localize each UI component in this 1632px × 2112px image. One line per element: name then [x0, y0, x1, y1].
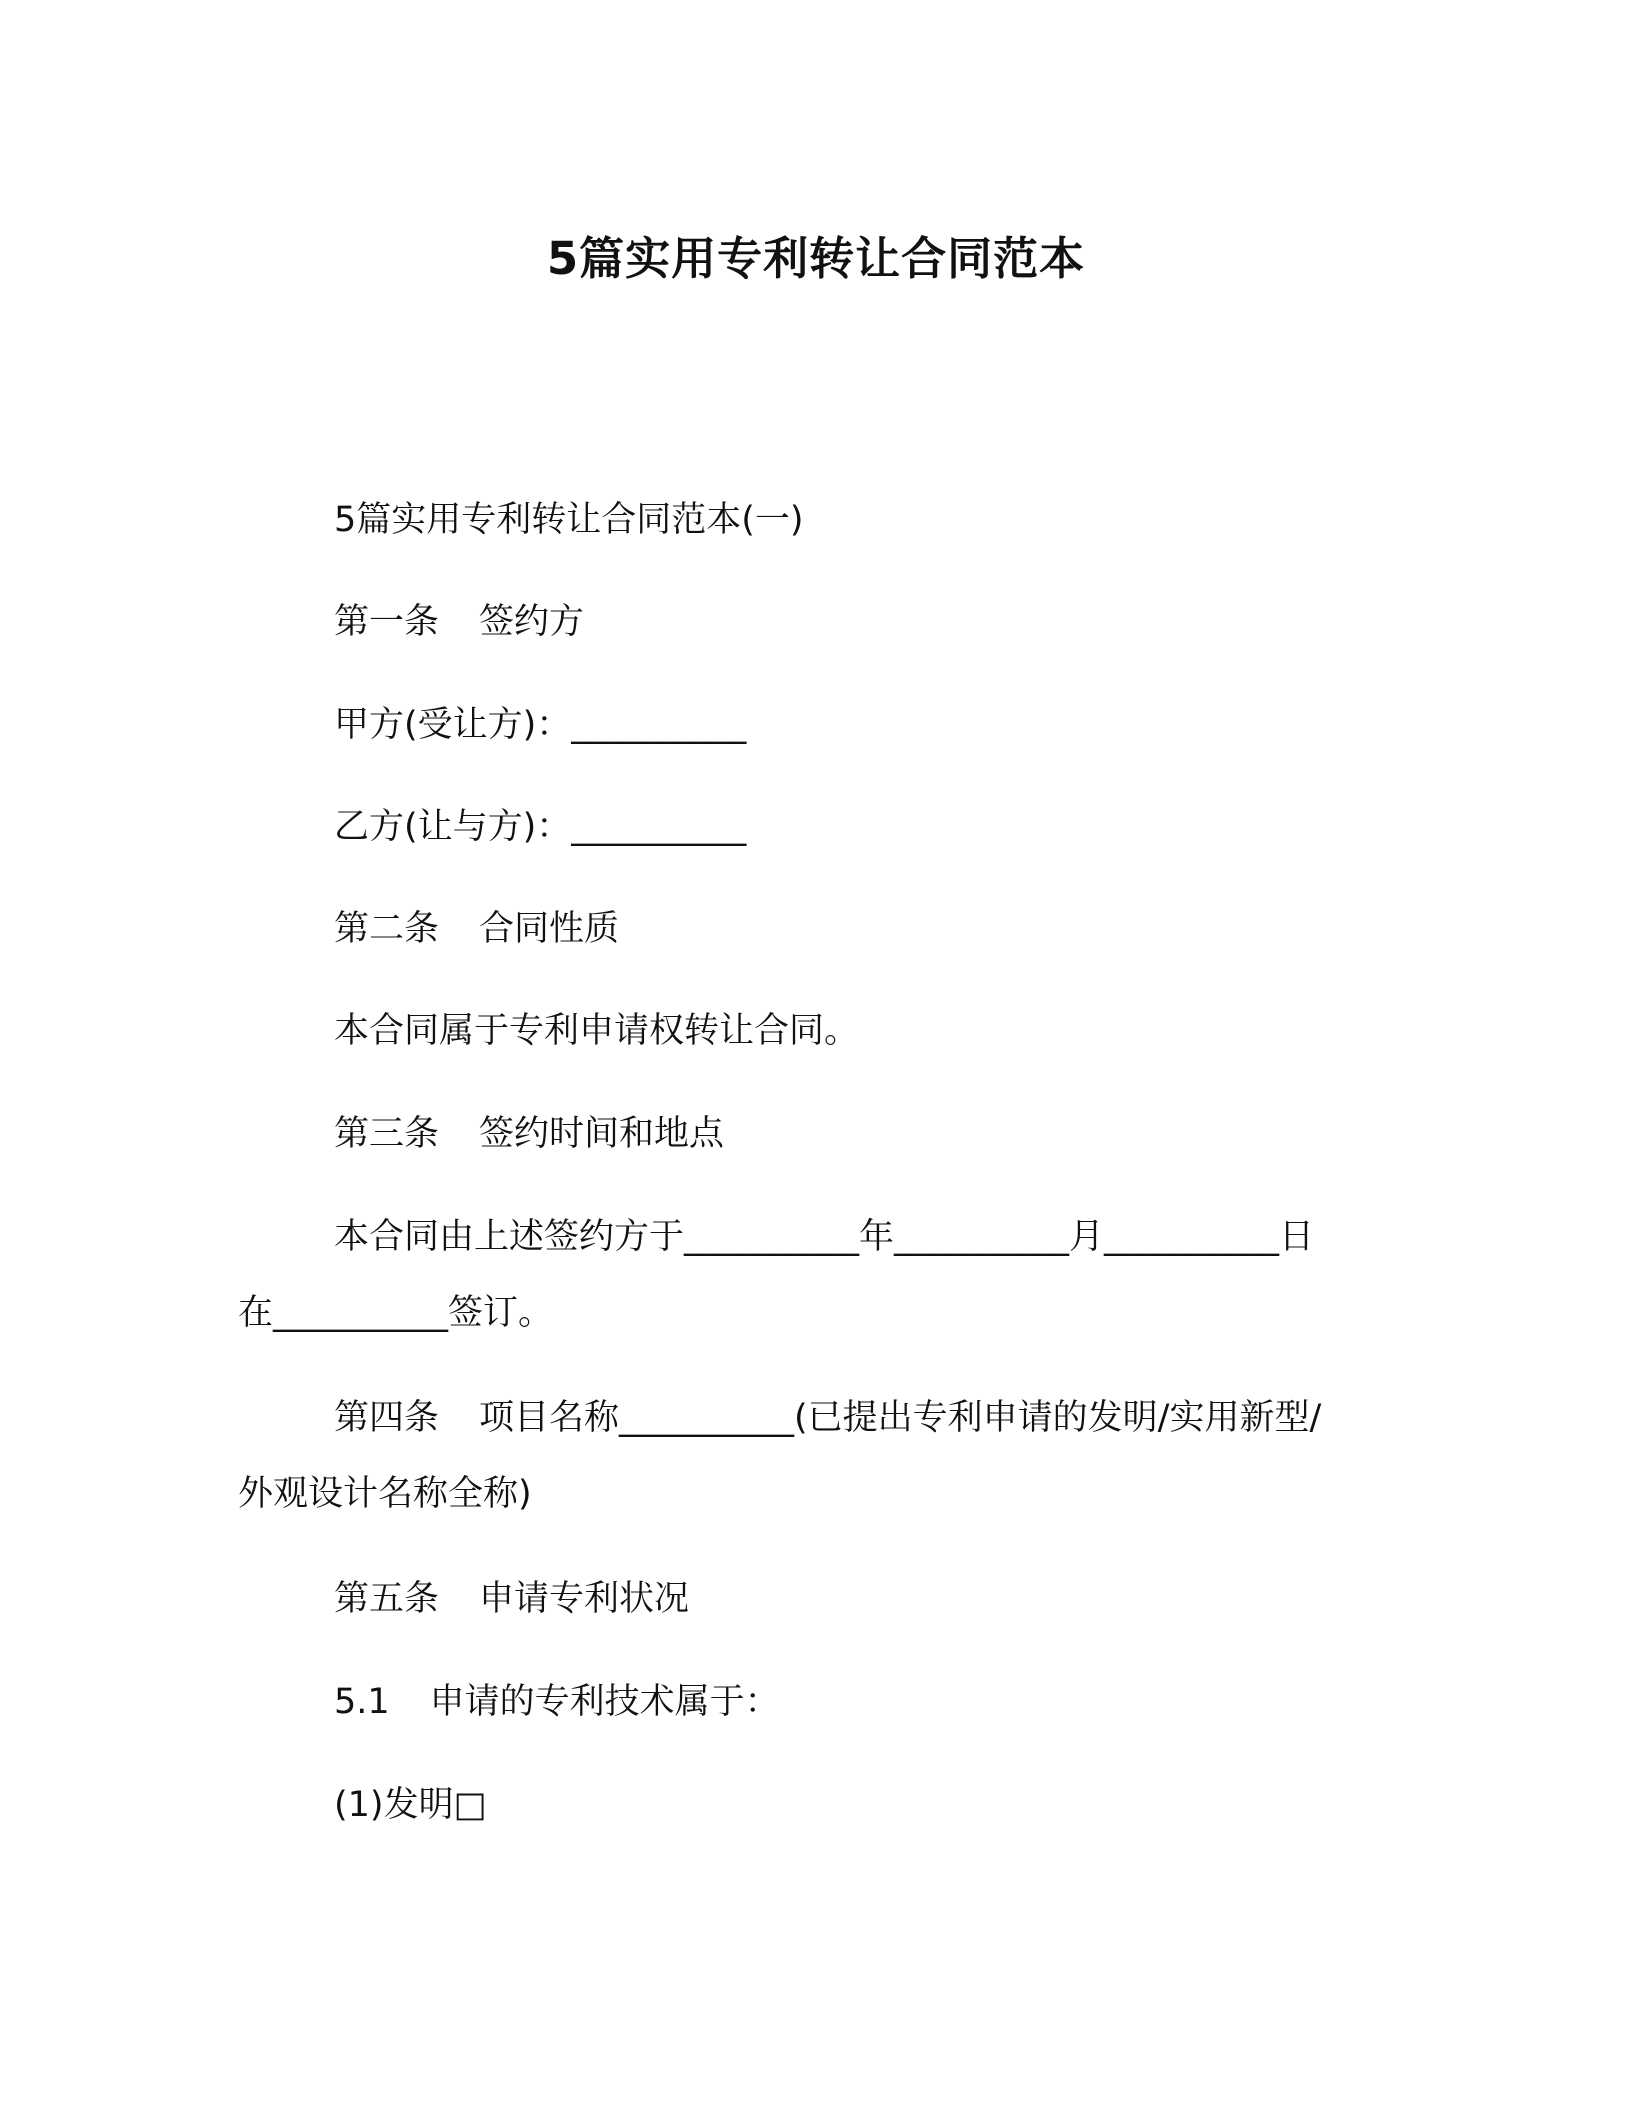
article-4-title: 项目名称__________(已提出专利申请的发明/实用新型/	[479, 1398, 1322, 1438]
article-1-label: 第一条	[334, 602, 440, 642]
article-3-title: 签约时间和地点	[479, 1114, 725, 1154]
party-b-line: 乙方(让与方)：__________	[334, 807, 747, 847]
section-5-1	[334, 1679, 1398, 1725]
article-5-title: 申请专利状况	[479, 1579, 690, 1619]
section-5-1-number: 5.1	[334, 1682, 390, 1722]
article-3-body-line2: 在__________签订。	[238, 1293, 554, 1333]
article-2-heading	[334, 906, 1398, 952]
article-2-title: 合同性质	[479, 909, 620, 949]
contract-subtitle: 5篇实用专利转让合同范本(一)	[334, 500, 804, 540]
item-invention-checkbox: (1)发明□	[334, 1785, 487, 1825]
article-2-body: 本合同属于专利申请权转让合同。	[334, 1011, 860, 1051]
article-3-heading	[334, 1111, 1398, 1157]
document-title: 5篇实用专利转让合同范本	[546, 232, 1086, 285]
article-4-heading	[334, 1395, 1398, 1441]
article-3-body-line1: 本合同由上述签约方于__________年__________月__________日	[334, 1217, 1315, 1257]
article-1-heading	[334, 599, 1398, 645]
article-2-label: 第二条	[334, 909, 440, 949]
party-a-line: 甲方(受让方)：__________	[334, 705, 747, 745]
article-1-title: 签约方	[479, 602, 585, 642]
article-3-label: 第三条	[334, 1114, 440, 1154]
article-4-label: 第四条	[334, 1398, 440, 1438]
section-5-1-text: 申请的专利技术属于：	[429, 1682, 780, 1722]
article-5-label: 第五条	[334, 1579, 440, 1619]
article-5-heading	[334, 1576, 1398, 1622]
article-4-line2: 外观设计名称全称)	[238, 1474, 532, 1514]
